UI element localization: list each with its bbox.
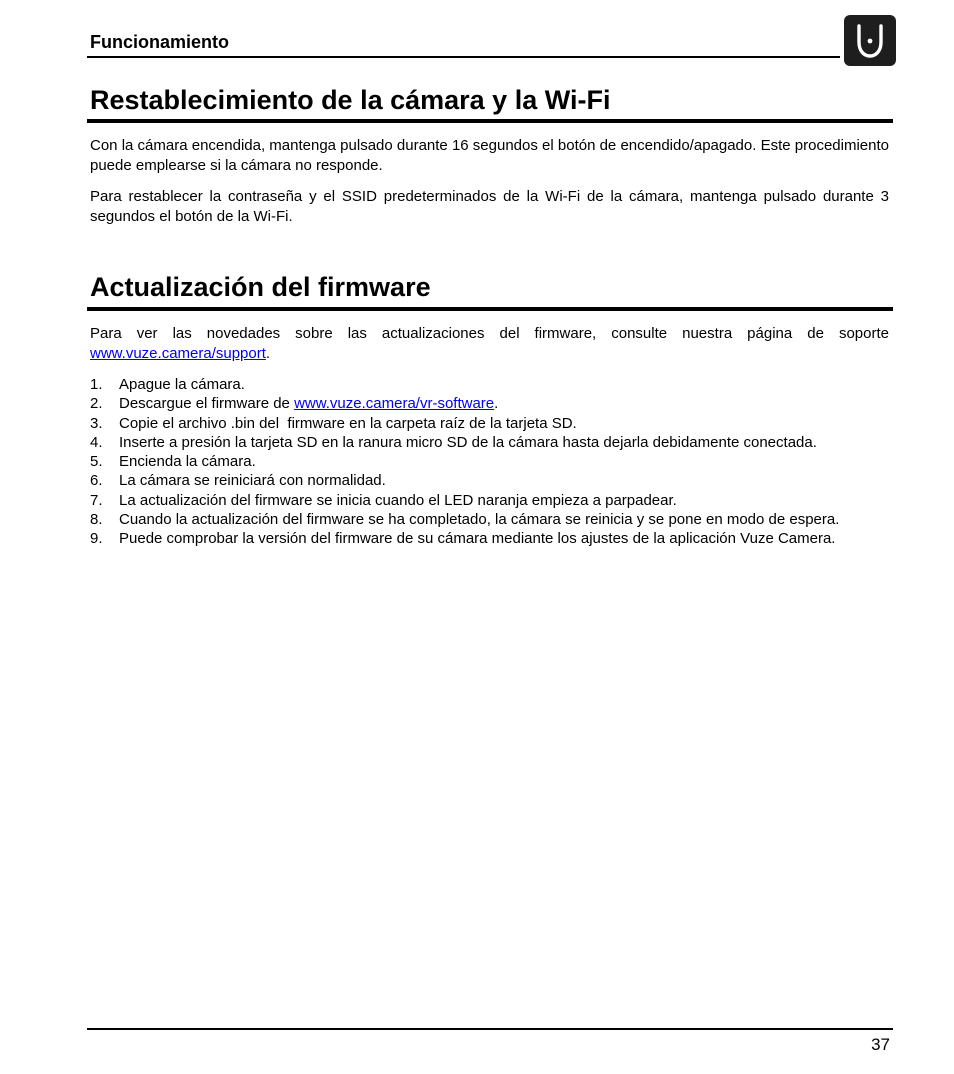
- step-text: Copie el archivo .bin del firmware en la carpeta raíz de la tarjeta SD.: [119, 414, 577, 432]
- reset-paragraph-camera: Con la cámara encendida, mantenga pulsado durante 16 segundos el botón de encendido/apagado. Este procedimiento puede emplearse si la cámara no responde.: [90, 137, 889, 174]
- step-text: Apague la cámara.: [119, 376, 245, 393]
- step-number: 2.: [90, 395, 103, 413]
- firmware-intro-paragraph: [90, 324, 889, 363]
- section-title-divider: [87, 119, 893, 123]
- section-title-reset: Restablecimiento de la cámara y la Wi-Fi: [90, 85, 611, 115]
- firmware-steps-list: [90, 375, 880, 549]
- header-divider: [87, 56, 840, 58]
- step-number: 5.: [90, 453, 103, 471]
- step-number: 3.: [90, 414, 103, 432]
- section-title-firmware: Actualización del firmware: [90, 272, 431, 302]
- list-item: [90, 510, 880, 529]
- section-title-divider: [87, 307, 893, 311]
- list-item: [90, 491, 880, 510]
- step-text: Encienda la cámara.: [119, 453, 256, 471]
- support-link[interactable]: www.vuze.camera/support: [90, 344, 266, 362]
- step-text: Descargue el firmware de: [119, 395, 295, 413]
- step-text-end: .: [494, 395, 499, 413]
- step-number: 1.: [90, 376, 103, 393]
- step-number: 7.: [90, 491, 103, 509]
- step-text: Puede comprobar la versión del firmware de su cámara mediante los ajustes de la aplicación Vuze Camera.: [119, 530, 836, 548]
- list-item: [90, 375, 880, 394]
- list-item: [90, 433, 880, 452]
- list-item: [90, 414, 880, 433]
- firmware-intro-end: .: [265, 344, 271, 362]
- step-number: 9.: [90, 530, 103, 548]
- vuze-logo-icon: [844, 15, 896, 66]
- list-item: [90, 452, 880, 471]
- step-text: Inserte a presión la tarjeta SD en la ranura micro SD de la cámara hasta dejarla debidamente conectada.: [119, 433, 817, 451]
- list-item: [90, 394, 880, 413]
- page-number: 37: [871, 1035, 890, 1054]
- footer-divider: [87, 1028, 893, 1030]
- step-number: 8.: [90, 511, 103, 529]
- reset-paragraph-wifi: Para restablecer la contraseña y el SSID predeterminados de la Wi-Fi de la cámara, mantenga pulsado durante 3 segundos el botón de la Wi-Fi.: [90, 188, 889, 225]
- list-item: [90, 471, 880, 490]
- step-text: La actualización del firmware se inicia cuando el LED naranja empieza a parpadear.: [119, 491, 677, 509]
- step-number: 6.: [90, 472, 103, 490]
- vr-software-link[interactable]: www.vuze.camera/vr-software: [294, 395, 495, 413]
- section-header-title: Funcionamiento: [90, 32, 229, 52]
- firmware-intro-text: Para ver las novedades sobre las actualizaciones del firmware, consulte nuestra página de soporte: [90, 325, 889, 342]
- step-text: La cámara se reiniciará con normalidad.: [119, 472, 386, 490]
- list-item: [90, 529, 880, 548]
- step-text: Cuando la actualización del firmware se ha completado, la cámara se reinicia y se pone en modo de espera.: [119, 511, 840, 529]
- step-number: 4.: [90, 433, 103, 451]
